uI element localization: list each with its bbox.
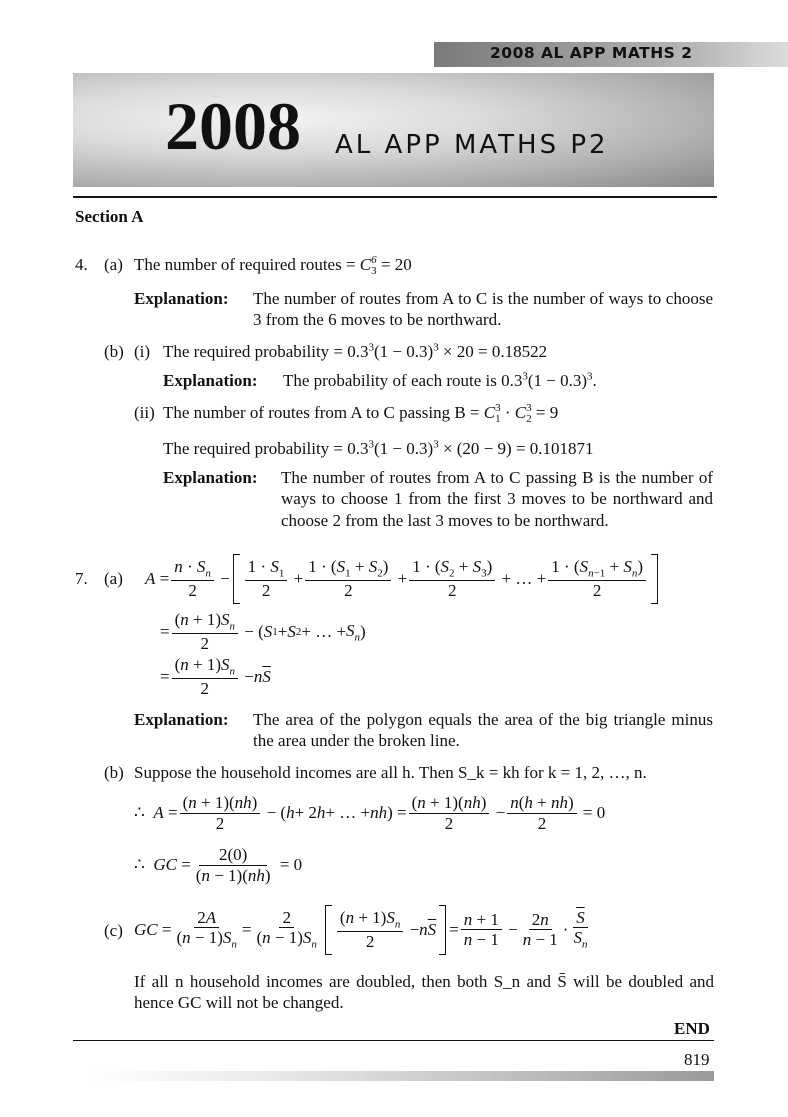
q4bii-label: (ii) — [134, 403, 155, 422]
q4bii-expl-label: Explanation: — [163, 468, 258, 487]
q4bi-text: The required probability — [163, 342, 330, 361]
q7c-eq: GC = $\frac{2A}{(n - 1)S_n}$ = $\frac{2}{(n - 1)S_n}$ $\frac{(n + 1)S_n}{2}$ − n $\overline{S}$ = $\frac{n + 1}{n - 1}$ − $\frac{2n}{n - 1}$ · $\frac{\overline{S}}{S_n}$ — [134, 905, 592, 955]
banner-year: 2008 — [165, 88, 301, 164]
q4a-line: The number of required routes = C 6 3 = 20 — [134, 254, 412, 278]
q7a-eq1: A = $\frac{n \cdot S_n}{2}$ − $\frac{1 \cdot S_1}{2}$ + $\frac{1 \cdot (S_1 + S_2)}{2}$ + $\frac{1 \cdot (S_2 + S_3)}{2}$ + … + $\frac{1 \cdot (S_{n-1} + S_n)}{2}$ — [145, 554, 661, 604]
q4bii-prob-line: The required probability = $0.3^3(1 - 0.3)^3 \times (20 - 9) = 0.101871$ — [163, 438, 594, 458]
q7c-text: If all n household incomes are doubled, then both S_n and S̄ will be doubled and hence GC will not be changed. — [134, 972, 714, 1013]
q7-number: 7. — [75, 569, 88, 588]
end-label: END — [674, 1019, 710, 1038]
q7a-expl-label: Explanation: — [134, 710, 229, 729]
banner-subtitle: AL APP MATHS P2 — [335, 130, 609, 160]
q4a-text: The number of required routes — [134, 255, 342, 274]
q7b-label: (b) — [104, 763, 124, 782]
q4bi-expl-label: Explanation: — [163, 371, 258, 390]
q4bi-label: (i) — [134, 342, 151, 361]
q4bi-line: The required probability = $0.3^3(1 - 0.3)^3 \times 20 = 0.18522$ — [163, 341, 548, 361]
q4b-label: (b) — [104, 342, 124, 361]
q7a-label: (a) — [104, 569, 123, 588]
q4a-value: = 20 — [380, 255, 412, 274]
footer-bar — [90, 1071, 714, 1081]
q4a-expl-label: Explanation: — [134, 289, 229, 308]
page-number: 819 — [684, 1050, 710, 1069]
q7b-text: Suppose the household incomes are all h. Then S_k = kh for k = 1, 2, …, n. — [134, 763, 647, 782]
section-title: Section A — [75, 207, 144, 226]
header-tag: 2008 AL APP MATHS 2 — [490, 44, 693, 62]
q7a-explanation: The area of the polygon equals the area of the big triangle minus the area under the broken line. — [253, 710, 713, 751]
q4bi-value: × 20 = 0.18522 — [442, 342, 548, 361]
q7b-eq1: ∴ A = $\frac{(n + 1)(nh)}{2}$ − ( h + 2 h + … + nh ) = $\frac{(n + 1)(nh)}{2}$ − $\frac{n(h + nh)}{2}$ = 0 — [134, 793, 606, 833]
header-rule — [73, 196, 717, 198]
q7b-eq2: ∴ GC = $\frac{2(0)}{(n - 1)(nh)}$ = 0 — [134, 845, 303, 885]
q4bii-text: The number of routes from A to C passing B — [163, 403, 466, 422]
q4bii-line: The number of routes from A to C passing B = C 3 1 · C 3 2 = 9 — [163, 402, 559, 426]
q4bii-value: = 9 — [535, 403, 559, 422]
q4a-label: (a) — [104, 255, 123, 274]
q7c-label: (c) — [104, 921, 123, 940]
q7a-eq2: = $\frac{(n + 1)S_n}{2}$ − ( S 1 + S 2 + … + $S_n$ ) — [160, 610, 366, 654]
q4a-explanation: The number of routes from A to C is the number of ways to choose 3 from the 6 moves to be northward. — [253, 289, 713, 330]
footer-rule — [73, 1040, 714, 1041]
q4-number: 4. — [75, 255, 88, 274]
q4bi-explanation: The probability of each route is $0.3^3(1 - 0.3)^3$. — [283, 370, 597, 390]
q4bii-explanation: The number of routes from A to C passing B is the number of ways to choose 1 from the first 3 moves to be northward and choose 2 from the last 3 moves to be northward. — [281, 468, 713, 530]
q7a-eq3: = $\frac{(n + 1)S_n}{2}$ − n $\overline{S}$ — [160, 655, 271, 699]
